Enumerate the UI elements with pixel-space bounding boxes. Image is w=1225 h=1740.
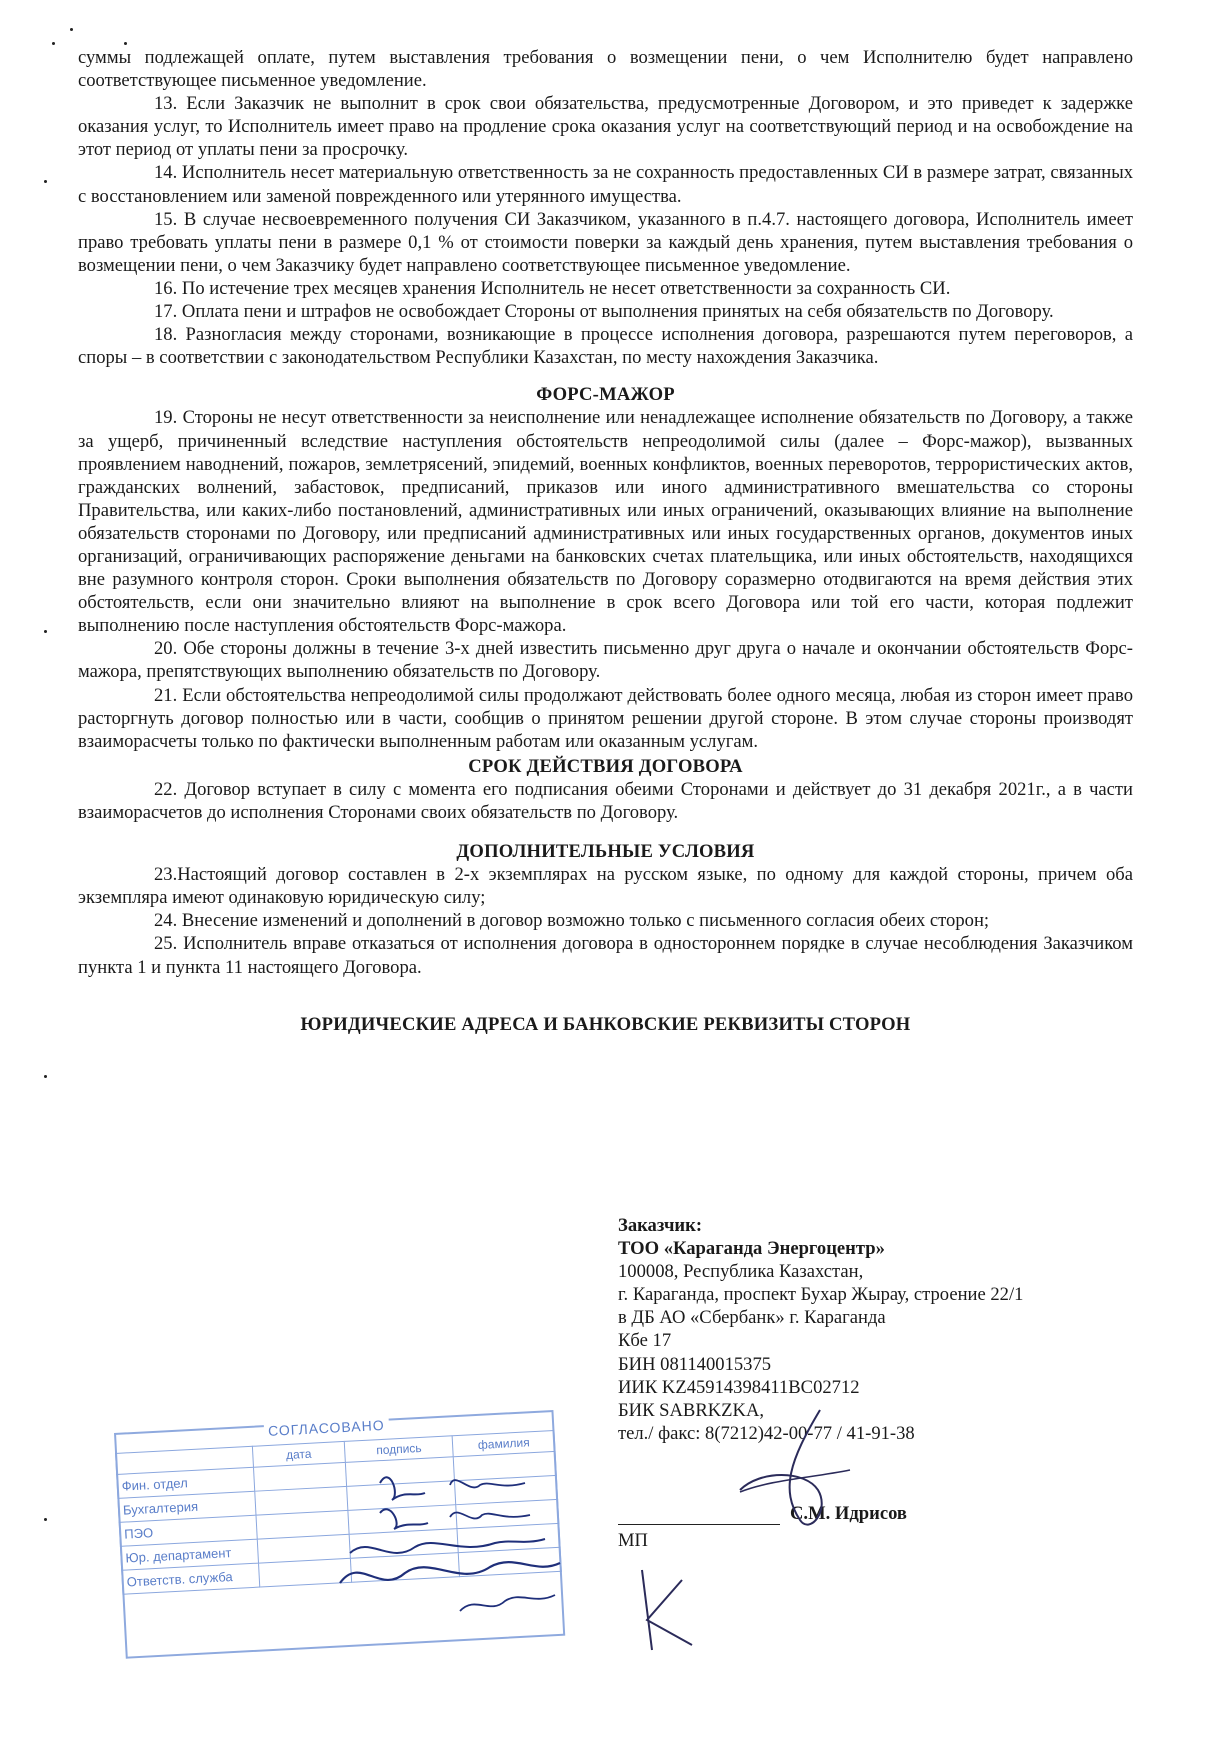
clause-18: 18. Разногласия между сторонами, возникающие в процессе исполнения договора, разрешаются путем переговоров, а споры – в соответствии с законодательством Республики Казахстан, по месту нахождения Заказчика. xyxy=(78,324,1133,369)
approval-stamp xyxy=(114,1410,565,1659)
contract-body xyxy=(78,46,1133,1036)
requisite-line: тел./ факс: 8(7212)42-00-77 / 41-91-38 xyxy=(618,1422,915,1444)
requisite-line: в ДБ АО «Сбербанк» г. Караганда xyxy=(618,1307,886,1329)
seal-mark: МП xyxy=(618,1530,648,1551)
clause-19: 19. Стороны не несут ответственности за неисполнение или ненадлежащее исполнение обязательств по Договору, а также за ущерб, причиненный вследствие наступления обстоятельств непреодолимой силы (далее – Форс-мажор), вызванных проявлением наводнений, пожаров, землетрясений, эпидемий, военных конфликтов, военных переворотов, террористических актов, гражданских волнений, забастовок, предписаний, приказов или иного административного вмешательства со стороны Правительства, или каких-либо постановлений, административных или иных ограничений, оказывающих влияние на выполнение обязательств сторонами по Договору, или предписаний административных или иных государственных органов, документов иных организаций, ограничивающих распоряжение деньгами на банковских счетах плательщика, или иных обстоятельств, находящихся вне разумного контроля сторон. Сроки выполнения обязательств по Договору соразмерно отодвигаются на время действия этих обстоятельств, если они значительно влияют на выполнение в срок всего Договора или той его части, которая подлежит выполнению после наступления обстоятельств Форс-мажора. xyxy=(78,407,1133,637)
signature-underline xyxy=(618,1524,780,1525)
section-heading-term: СРОК ДЕЙСТВИЯ ДОГОВОРА xyxy=(468,755,743,777)
clause-22: 22. Договор вступает в силу с момента его подписания обеими Сторонами и действует до 31 декабря 2021г., а в части взаиморасчетов до исполнения Сторонами своих обязательств по Договору. xyxy=(78,778,1133,823)
approval-col-date: дата xyxy=(252,1441,345,1467)
clause-21: 21. Если обстоятельства непреодолимой силы продолжают действовать более одного месяца, любая из сторон имеет право расторгнуть договор полностью или в части, сообщив о принятом решении другой стороне. В этом случае стороны производят взаиморасчеты только по фактически выполненным работам или оказанным услугам. xyxy=(78,684,1133,752)
scan-speck xyxy=(44,1075,47,1078)
clause-25: 25. Исполнитель вправе отказаться от исполнения договора в одностороннем порядке в случае несоблюдения Заказчиком пункта 1 и пункта 11 настоящего Договора. xyxy=(78,933,1133,978)
approval-row-label: Юр. департамент xyxy=(120,1539,258,1570)
customer-company: ТОО «Караганда Энергоцентр» xyxy=(618,1238,885,1260)
clause-13: 13. Если Заказчик не выполнит в срок свои обязательства, предусмотренные Договором, и это приведет к задержке оказания услуг, то Исполнитель имеет право на продление срока оказания услуг на соответствующий период и на освобождение на этот период от уплаты пени за просрочку. xyxy=(78,93,1133,161)
requisite-line: БИН 081140015375 xyxy=(618,1353,772,1375)
initials-scribble-icon xyxy=(622,1560,712,1660)
approval-table xyxy=(115,1430,562,1595)
scan-speck xyxy=(44,180,47,183)
approval-row-label: Бухгалтерия xyxy=(118,1491,256,1522)
requisite-line: 100008, Республика Казахстан, xyxy=(618,1261,864,1283)
scan-speck xyxy=(44,630,47,633)
requisite-line: БИК SABRKZKA, xyxy=(618,1399,765,1421)
section-heading-legal: ЮРИДИЧЕСКИЕ АДРЕСА И БАНКОВСКИЕ РЕКВИЗИТЫ СТОРОН xyxy=(300,1013,911,1035)
clause-17: 17. Оплата пени и штрафов не освобождает Стороны от выполнения принятых на себя обязательств по Договору. xyxy=(154,301,1054,323)
customer-requisites xyxy=(618,1214,1038,1445)
clause-20: 20. Обе стороны должны в течение 3-х дней известить письменно друг друга о начале и окончании обстоятельств Форс-мажора, препятствующих выполнению обязательств по Договору. xyxy=(78,638,1133,683)
approval-row-label: ПЭО xyxy=(119,1515,257,1546)
approval-col-signature: подпись xyxy=(344,1436,453,1463)
clause-15: 15. В случае несвоевременного получения СИ Заказчиком, указанного в п.4.7. настоящего договора, Исполнитель имеет право требовать уплаты пени в размере 0,1 % от стоимости поверки за каждый день хранения, путем выставления требования о возмещении пени, о чем Заказчику будет направлено соответствующее письменное уведомление. xyxy=(78,208,1133,276)
approval-col-surname: фамилия xyxy=(453,1430,556,1456)
clause-14: 14. Исполнитель несет материальную ответственность за не сохранность предоставленных СИ в размере затрат, связанных с восстановлением или заменой поврежденного или утерянного имущества. xyxy=(78,162,1133,207)
approval-row-label: Фин. отдел xyxy=(117,1467,255,1498)
customer-label: Заказчик: xyxy=(618,1215,703,1236)
paragraph-continuation: суммы подлежащей оплате, путем выставления требования о возмещении пени, о чем Исполнителю будет направлено соответствующее письменное уведомление. xyxy=(78,47,1133,92)
section-heading-additional: ДОПОЛНИТЕЛЬНЫЕ УСЛОВИЯ xyxy=(456,841,755,863)
requisite-line: ИИК KZ45914398411BC02712 xyxy=(618,1376,860,1398)
scan-speck xyxy=(52,42,55,45)
signature-line xyxy=(618,1503,1038,1525)
requisite-line: Кбе 17 xyxy=(618,1330,672,1352)
scan-speck xyxy=(44,1518,47,1521)
clause-16: 16. По истечение трех месяцев хранения Исполнитель не несет ответственности за сохранность СИ. xyxy=(154,277,951,299)
clause-24: 24. Внесение изменений и дополнений в договор возможно только с письменного согласия обеих сторон; xyxy=(154,910,990,932)
signatory-name: С.М. Идрисов xyxy=(790,1503,907,1524)
approval-row-label: Ответств. служба xyxy=(122,1563,260,1594)
requisite-line: г. Караганда, проспект Бухар Жырау, строение 22/1 xyxy=(618,1284,1024,1306)
scan-speck xyxy=(124,42,127,45)
section-heading-force-majeure: ФОРС-МАЖОР xyxy=(536,384,675,406)
clause-23: 23.Настоящий договор составлен в 2-х экземплярах на русском языке, по одному для каждой стороны, причем оба экземпляра имеют одинаковую юридическую силу; xyxy=(78,864,1133,909)
stamp-title: СОГЛАСОВАНО xyxy=(264,1417,389,1439)
scan-speck xyxy=(70,28,73,31)
